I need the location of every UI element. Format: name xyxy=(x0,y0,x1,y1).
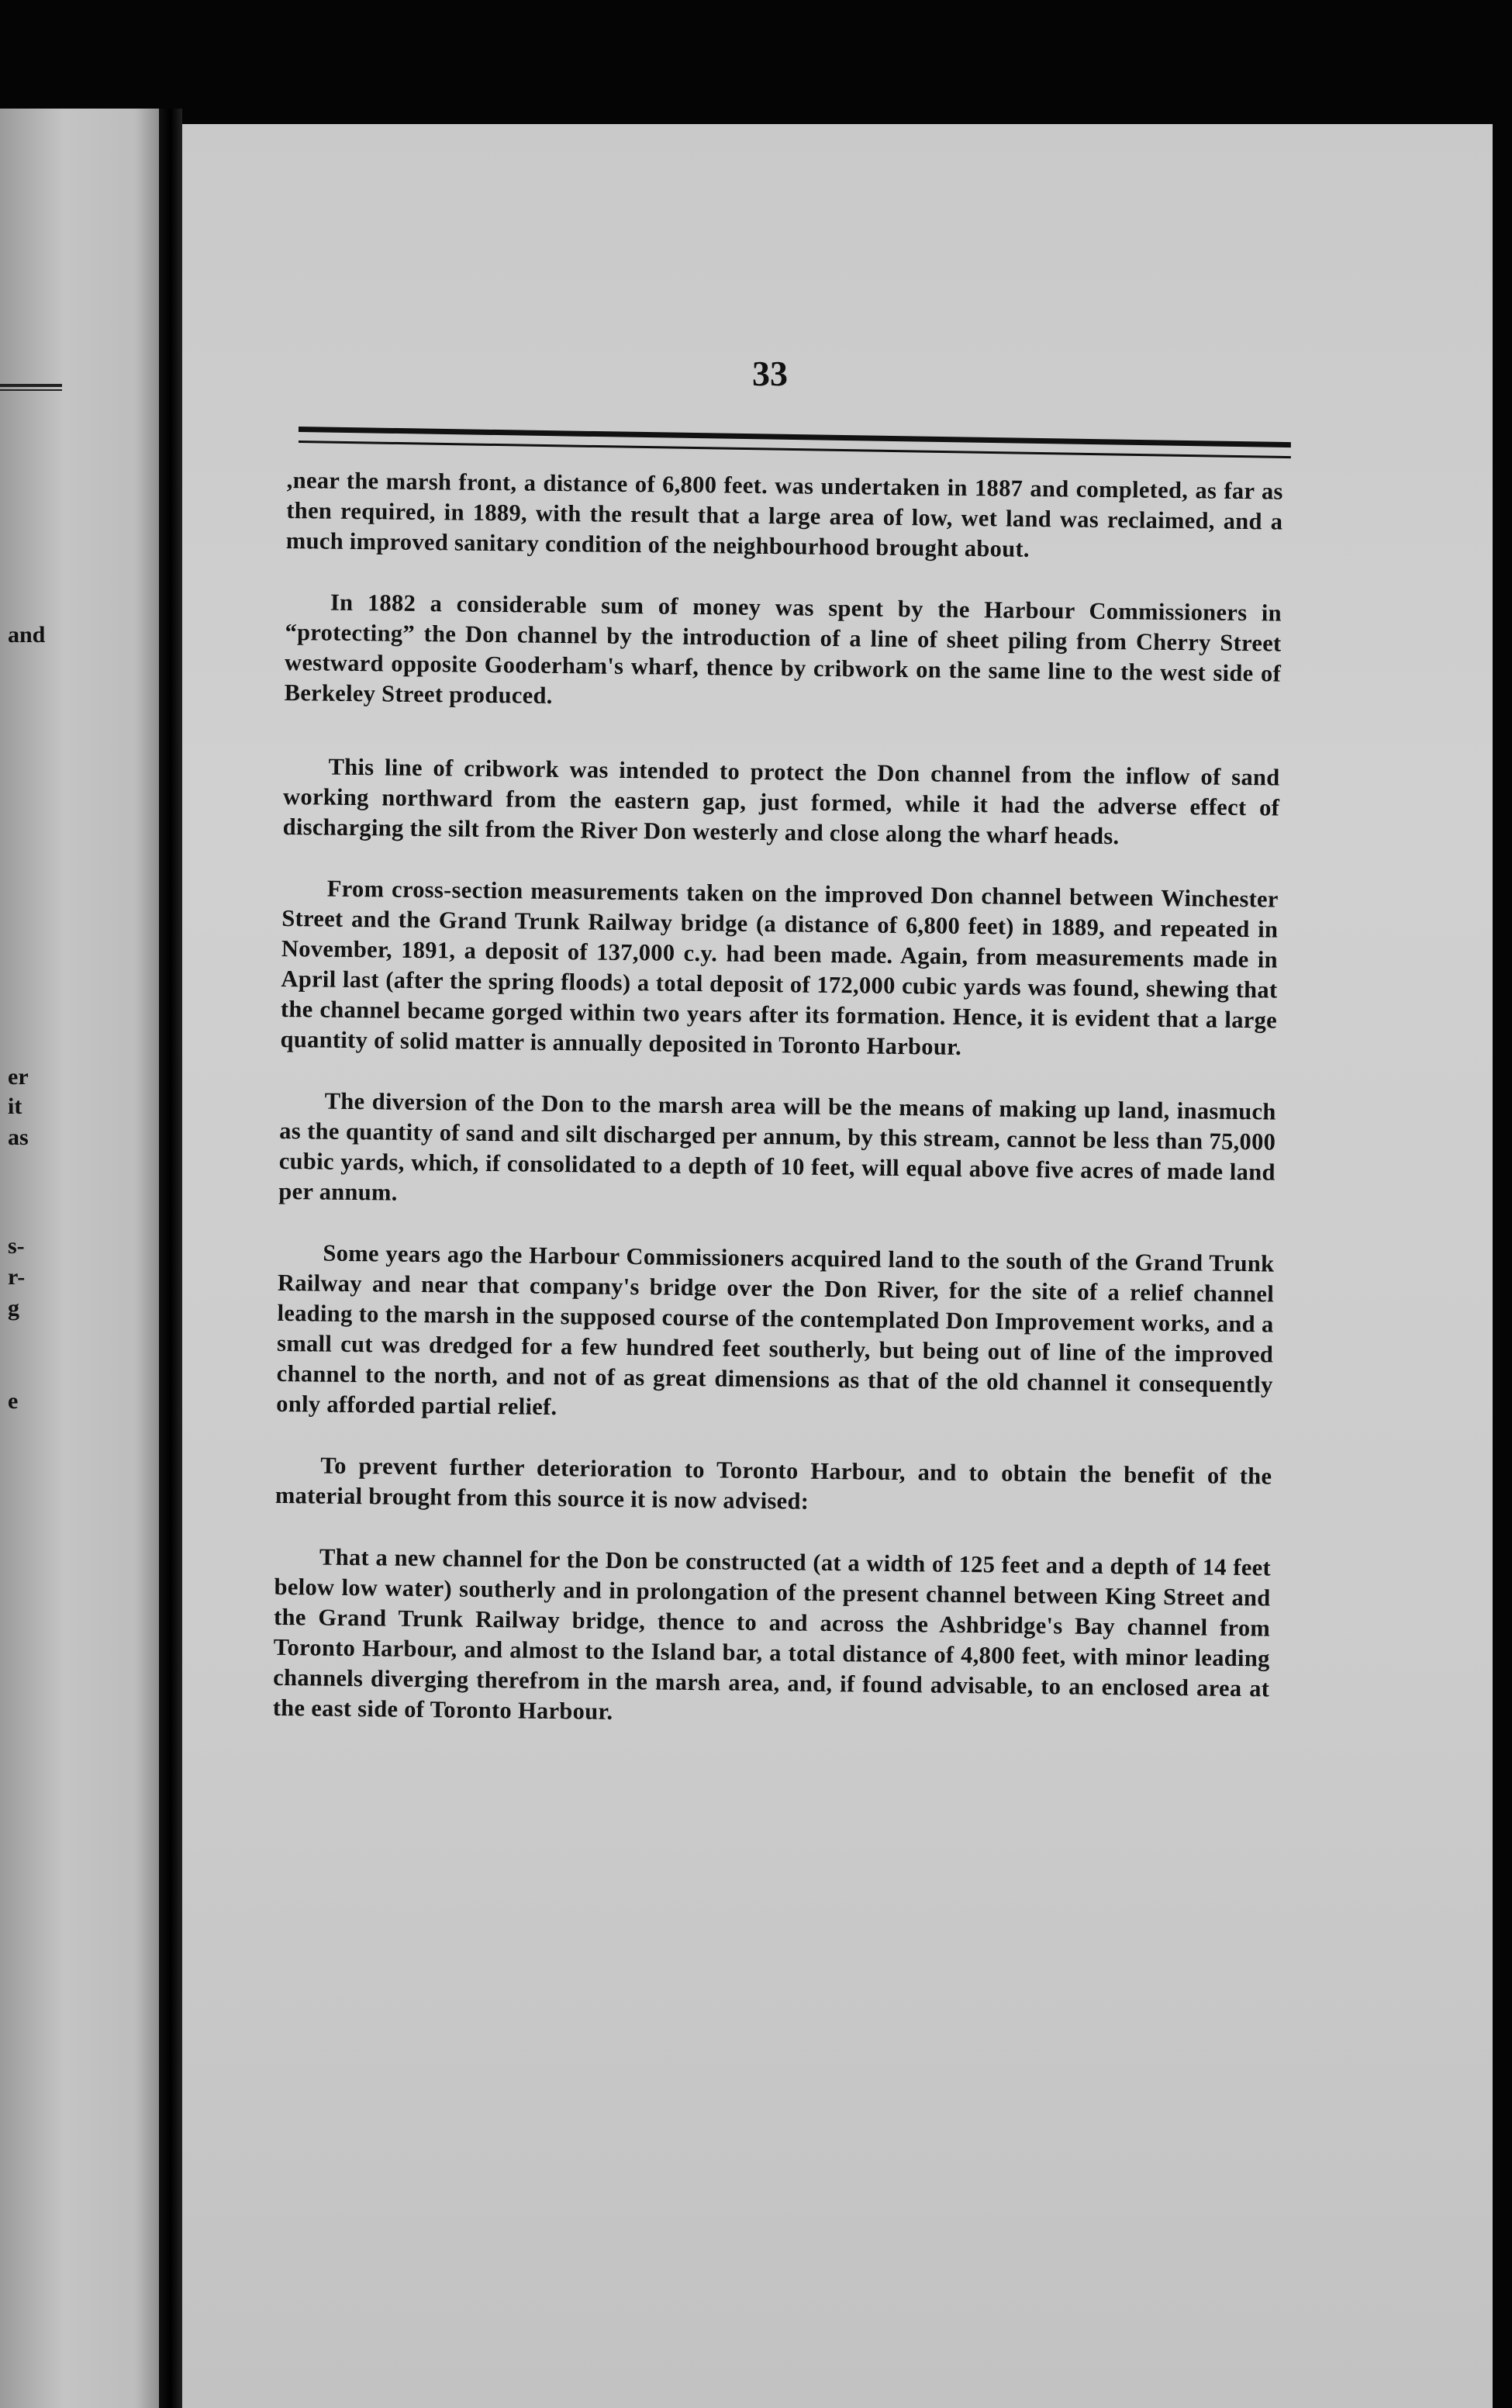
paragraph: In 1882 a considerable sum of money was spent by the Harbour Commissioners in “protecting” the Don channel by the introduction of a line of sheet piling from Cherry Street westward opposite Gooderham's wharf, thence by cribwork on the same line to the west side of Berkeley Street produced. xyxy=(284,589,1282,709)
facing-page-fragment: r- xyxy=(8,1264,26,1290)
facing-page-fragment: it xyxy=(8,1093,22,1119)
paragraph: To prevent further deterioration to Toronto Harbour, and to obtain the benefit of the material brought from this source it is now advised: xyxy=(274,1452,1272,1515)
paragraph: The diversion of the Don to the marsh area will be the means of making up land, inasmuch as the quantity of sand and silt discharged per annum, by this stream, cannot be less than 75,000 cubic yards, which, if consolidated to a depth of 10 feet, will equal above five acres of made land per annum. xyxy=(278,1087,1276,1206)
facing-page-fragment: g xyxy=(8,1295,19,1321)
paragraph: From cross-section measurements taken on the improved Don channel between Winchester Street and the Grand Trunk Railway bridge (a distance of 6,800 feet) in 1889, and repeated in November, 1891, a deposit of 137,000 c.y. had been made. Again, from measurements made in April last (after the spring floods) a total deposit of 172,000 cubic yards was found, shewing that the channel became gorged within two years after its formation. Hence, it is evident that a large quantity of solid matter is annually deposited in Toronto Harbour. xyxy=(280,875,1279,1060)
facing-page-rule xyxy=(0,384,62,387)
facing-page-fragment: as xyxy=(8,1125,29,1150)
paragraph: Some years ago the Harbour Commissioners acquired land to the south of the Grand Trunk Railway and near that company's bridge over the Don River, for the site of a relief channel leading to the marsh in the supposed course of the contemplated Don Improvement works, and a small cut was dredged for a few hundred feet southerly, but being out of line of the improved channel to the north, and not of as great dimensions as that of the old channel it consequently only afforded partial relief. xyxy=(276,1239,1275,1421)
paragraph: ,near the marsh front, a distance of 6,800 feet. was undertaken in 1887 and completed, as far as then required, in 1889, with the result that a large area of low, wet land was reclaimed, and a much improved sanitary condition of the neighbourhood brought about. xyxy=(285,466,1283,562)
paragraph: This line of cribwork was intended to protect the Don channel from the inflow of sand working northward from the eastern gap, just formed, while it had the adverse effect of discharging the silt from the River Don westerly and close along the wharf heads. xyxy=(282,753,1280,850)
paragraph: That a new channel for the Don be constructed (at a width of 125 feet and a depth of 14 feet below low water) southerly and in prolongation of the present channel between King Street and the Grand Trunk Railway bridge, thence to and across the Ashbridge's Bay channel from Toronto Harbour, and almost to the Island bar, a total distance of 4,800 feet, with minor leading channels diverging therefrom in the marsh area, and, if found advisable, to an enclosed area at the east side of Toronto Harbour. xyxy=(272,1543,1272,1725)
page-number: 33 xyxy=(752,354,788,393)
facing-page-left xyxy=(0,109,159,2408)
facing-page-fragment: e xyxy=(8,1388,19,1414)
facing-page-fragment: s- xyxy=(8,1233,25,1259)
facing-page-rule-thin xyxy=(0,389,62,391)
facing-page-fragment: and xyxy=(8,622,46,648)
facing-page-fragment: er xyxy=(8,1064,29,1090)
book-spine xyxy=(159,109,182,2408)
page-body xyxy=(272,465,1283,1765)
